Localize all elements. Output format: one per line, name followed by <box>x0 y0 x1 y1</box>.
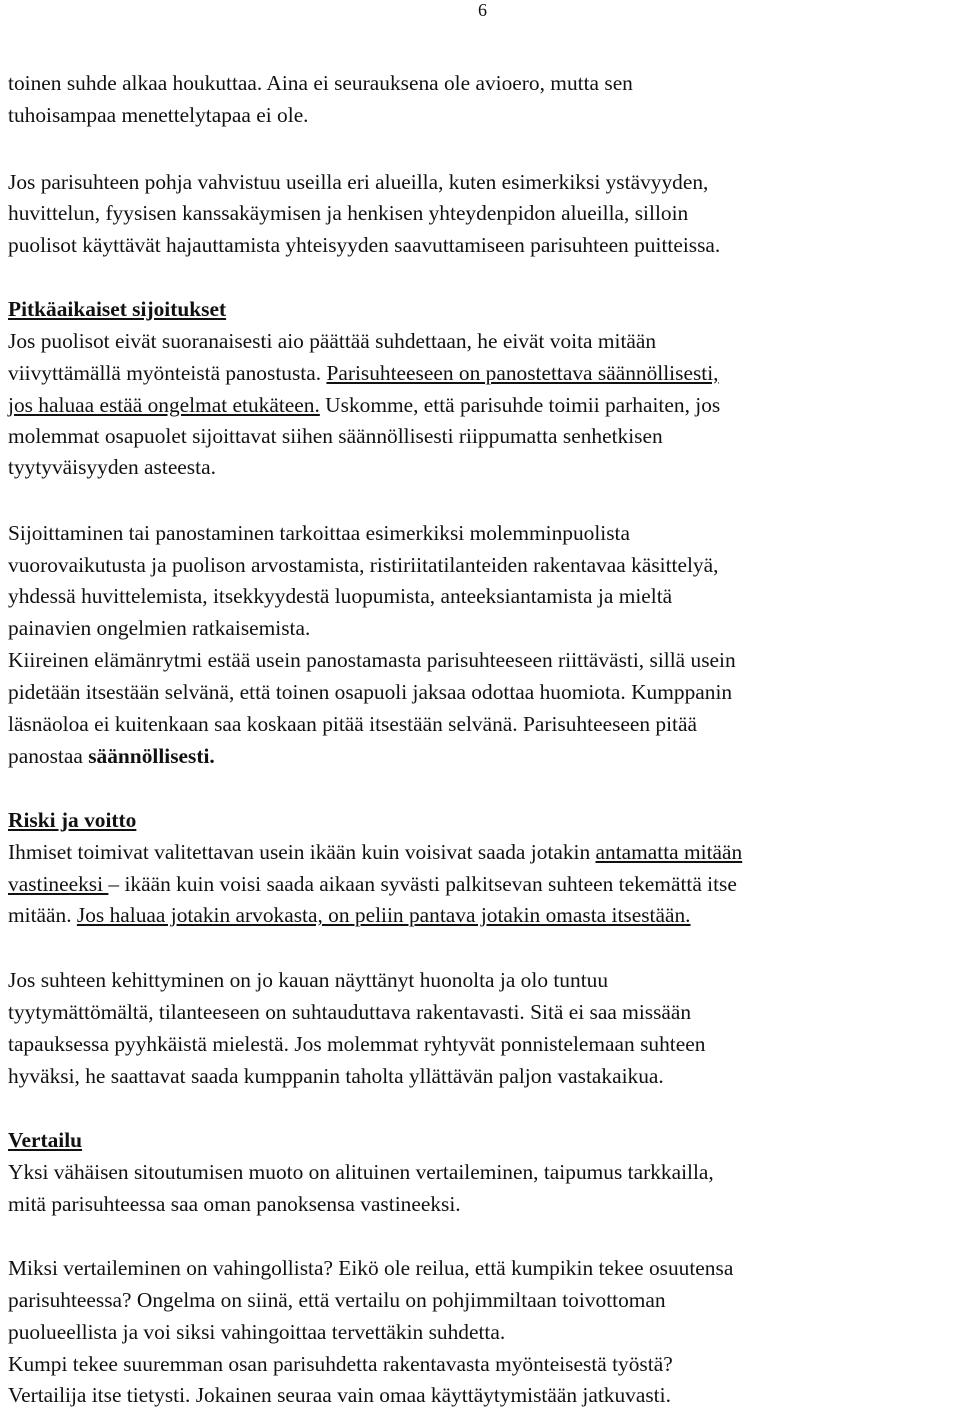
paragraph-line: tapauksessa pyyhkäistä mielestä. Jos molemmat ryhtyvät ponnistelemaan suhteen <box>8 1032 706 1056</box>
section-heading: Vertailu <box>8 1128 83 1152</box>
paragraph-line: vuorovaikutusta ja puolison arvostamista, ristiriitatilanteiden rakentavaa käsittelyä, <box>8 553 719 577</box>
paragraph-line <box>8 390 720 420</box>
paragraph-line <box>8 741 215 771</box>
paragraph-line: pidetään itsestään selvänä, että toinen osapuoli jaksaa odottaa huomiota. Kumppanin <box>8 680 733 704</box>
underlined-text: Parisuhteeseen on panostettava säännöllisesti, <box>326 361 719 385</box>
text-run: panostaa <box>8 744 89 768</box>
paragraph-line: hyväksi, he saattavat saada kumppanin taholta yllättävän paljon vastakaikua. <box>8 1064 664 1088</box>
paragraph-line: Vertailija itse tietysti. Jokainen seuraa vain omaa käyttäytymistään jatkuvasti. <box>8 1383 671 1407</box>
paragraph-line: mitä parisuhteessa saa oman panoksensa vastineeksi. <box>8 1192 461 1216</box>
paragraph-line: Jos parisuhteen pohja vahvistuu useilla eri alueilla, kuten esimerkiksi ystävyyden, <box>8 170 709 194</box>
paragraph-line <box>8 869 737 899</box>
paragraph-line: yhdessä huvittelemista, itsekkyydestä luopumista, anteeksiantamista ja mieltä <box>8 584 673 608</box>
text-run: Ihmiset toimivat valitettavan usein ikään kuin voisivat saada jotakin <box>8 840 596 864</box>
underlined-text: Jos haluaa jotakin arvokasta, on peliin pantava jotakin omasta itsestään. <box>76 903 691 927</box>
paragraph-line: Sijoittaminen tai panostaminen tarkoittaa esimerkiksi molemminpuolista <box>8 521 630 545</box>
paragraph-line <box>8 358 719 388</box>
paragraph-line: parisuhteessa? Ongelma on siinä, että vertailu on pohjimmiltaan toivottoman <box>8 1288 666 1312</box>
paragraph-line: tuhoisampaa menettelytapaa ei ole. <box>8 103 309 127</box>
text-run: Uskomme, että parisuhde toimii parhaiten, jos <box>319 393 721 417</box>
paragraph-line: Jos puolisot eivät suoranaisesti aio päättää suhdettaan, he eivät voita mitään <box>8 329 657 353</box>
paragraph-line: huvittelun, fyysisen kanssakäymisen ja henkisen yhteydenpidon alueilla, silloin <box>8 201 689 225</box>
paragraph-line: Kiireinen elämänrytmi estää usein panostamasta parisuhteeseen riittävästi, sillä usein <box>8 648 736 672</box>
text-run: – ikään kuin voisi saada aikaan syvästi palkitsevan suhteen tekemättä itse <box>108 872 737 896</box>
paragraph-line: läsnäoloa ei kuitenkaan saa koskaan pitää itsestään selvänä. Parisuhteeseen pitää <box>8 712 697 736</box>
paragraph-line: puolisot käyttävät hajauttamista yhteisyyden saavuttamiseen parisuhteen puitteissa. <box>8 233 721 257</box>
paragraph-line: puolueellista ja voi siksi vahingoittaa tervettäkin suhdetta. <box>8 1320 506 1344</box>
paragraph-line: toinen suhde alkaa houkuttaa. Aina ei seurauksena ole avioero, mutta sen <box>8 71 633 95</box>
paragraph-line: Miksi vertaileminen on vahingollista? Eikö ole reilua, että kumpikin tekee osuutensa <box>8 1256 734 1280</box>
paragraph-line: Yksi vähäisen sitoutumisen muoto on alituinen vertaileminen, taipumus tarkkailla, <box>8 1160 714 1184</box>
paragraph-line: tyytyväisyyden asteesta. <box>8 455 216 479</box>
page-number: 6 <box>478 0 487 20</box>
bold-text: säännöllisesti. <box>88 744 215 768</box>
underlined-text: vastineeksi <box>8 872 109 896</box>
paragraph-line <box>8 900 691 930</box>
section-heading: Pitkäaikaiset sijoitukset <box>8 297 227 321</box>
underlined-text: jos haluaa estää ongelmat etukäteen. <box>8 393 320 417</box>
paragraph-line: molemmat osapuolet sijoittavat siihen säännöllisesti riippumatta senhetkisen <box>8 424 663 448</box>
paragraph-line: Jos suhteen kehittyminen on jo kauan näyttänyt huonolta ja olo tuntuu <box>8 968 609 992</box>
paragraph-line <box>8 837 742 867</box>
paragraph-line: painavien ongelmien ratkaisemista. <box>8 616 311 640</box>
text-run: mitään. <box>8 903 77 927</box>
paragraph-line: tyytymättömältä, tilanteeseen on suhtauduttava rakentavasti. Sitä ei saa missään <box>8 1000 692 1024</box>
text-run: viivyttämällä myönteistä panostusta. <box>8 361 327 385</box>
paragraph-line: Kumpi tekee suuremman osan parisuhdetta rakentavasta myönteisestä työstä? <box>8 1352 673 1376</box>
section-heading: Riski ja voitto <box>8 808 137 832</box>
underlined-text: antamatta mitään <box>595 840 743 864</box>
